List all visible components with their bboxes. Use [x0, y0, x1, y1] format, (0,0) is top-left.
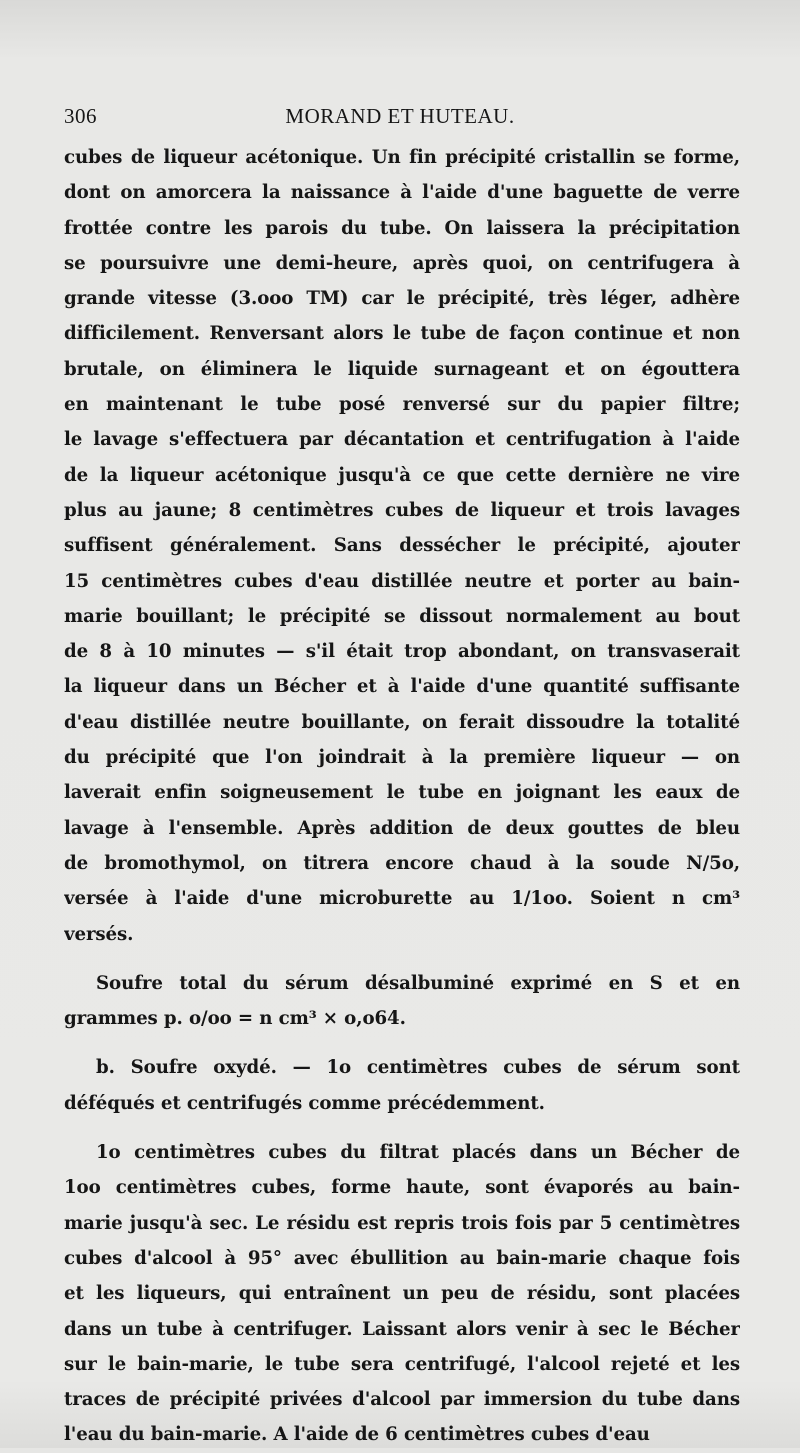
text-line: b. Soufre oxydé. — 1o centimètres cubes de sérum sont — [96, 1057, 740, 1079]
text-line: traces de précipité privées d'alcool par immersion du tube dans — [64, 1389, 740, 1411]
paragraph — [64, 140, 740, 952]
paragraph — [64, 966, 740, 1037]
page-number: 306 — [64, 104, 97, 128]
text-line: marie jusqu'à sec. Le résidu est repris trois fois par 5 centimètres — [64, 1212, 740, 1234]
text-line: de 8 à 10 minutes — s'il était trop abondant, on transvaserait — [64, 641, 740, 663]
text-line: lavage à l'ensemble. Après addition de deux gouttes de bleu — [64, 817, 740, 839]
text-line: frottée contre les parois du tube. On laissera la précipitation — [64, 217, 740, 239]
text-line: sur le bain-marie, le tube sera centrifugé, l'alcool rejeté et les — [64, 1353, 740, 1375]
text-line: d'eau distillée neutre bouillante, on ferait dissoudre la totalité — [64, 711, 740, 733]
text-line: 15 centimètres cubes d'eau distillée neutre et porter au bain- — [64, 570, 740, 592]
text-line: de la liqueur acétonique jusqu'à ce que cette dernière ne vire — [64, 464, 740, 486]
text-line: de bromothymol, on titrera encore chaud à la soude N/5o, — [64, 852, 740, 874]
text-line: versés. — [64, 923, 134, 945]
paragraph-gap — [64, 1121, 740, 1135]
paragraph — [64, 1050, 740, 1121]
text-line: se poursuivre une demi-heure, après quoi, on centrifugera à — [64, 252, 740, 274]
text-line: marie bouillant; le précipité se dissout normalement au bout — [64, 605, 740, 627]
text-line: grande vitesse (3.ooo TM) car le précipité, très léger, adhère — [64, 288, 740, 310]
text-line: l'eau du bain-marie. A l'aide de 6 centimètres cubes d'eau — [64, 1424, 650, 1446]
text-line: grammes p. o/oo = n cm³ × o,o64. — [64, 1008, 406, 1030]
page-header — [64, 104, 736, 134]
text-line: dans un tube à centrifuger. Laissant alors venir à sec le Bécher — [64, 1318, 740, 1340]
text-line: cubes d'alcool à 95° avec ébullition au bain-marie chaque fois — [64, 1247, 740, 1269]
text-line: du précipité que l'on joindrait à la première liqueur — on — [64, 747, 740, 769]
text-line: difficilement. Renversant alors le tube de façon continue et non — [64, 323, 740, 345]
text-line: versée à l'aide d'une microburette au 1/1oo. Soient n cm³ — [64, 888, 740, 910]
text-line: brutale, on éliminera le liquide surnageant et on égouttera — [64, 358, 740, 380]
text-line: en maintenant le tube posé renversé sur du papier filtre; — [64, 394, 740, 416]
text-line: suffisent généralement. Sans dessécher le précipité, ajouter — [64, 535, 740, 557]
text-line: cubes de liqueur acétonique. Un fin précipité cristallin se forme, — [64, 147, 740, 168]
text-line: Soufre total du sérum désalbuminé exprimé en S et en — [96, 972, 740, 994]
paragraph-gap — [64, 1036, 740, 1050]
text-line: dont on amorcera la naissance à l'aide d'une baguette de verre — [64, 182, 740, 204]
paragraph-gap — [64, 952, 740, 966]
text-line: la liqueur dans un Bécher et à l'aide d'une quantité suffisante — [64, 676, 740, 698]
text-line: 1o centimètres cubes du filtrat placés dans un Bécher de — [96, 1142, 740, 1164]
text-line: déféqués et centrifugés comme précédemment. — [64, 1092, 545, 1114]
running-head: MORAND ET HUTEAU. — [285, 104, 515, 128]
paragraph — [64, 1135, 740, 1453]
text-line: le lavage s'effectuera par décantation et centrifugation à l'aide — [64, 429, 740, 451]
text-line: 1oo centimètres cubes, forme haute, sont évaporés au bain- — [64, 1177, 740, 1199]
body-text — [64, 140, 740, 1453]
text-line: et les liqueurs, qui entraînent un peu de résidu, sont placées — [64, 1283, 740, 1305]
text-line: plus au jaune; 8 centimètres cubes de liqueur et trois lavages — [64, 499, 740, 521]
text-line: laverait enfin soigneusement le tube en joignant les eaux de — [64, 782, 740, 804]
